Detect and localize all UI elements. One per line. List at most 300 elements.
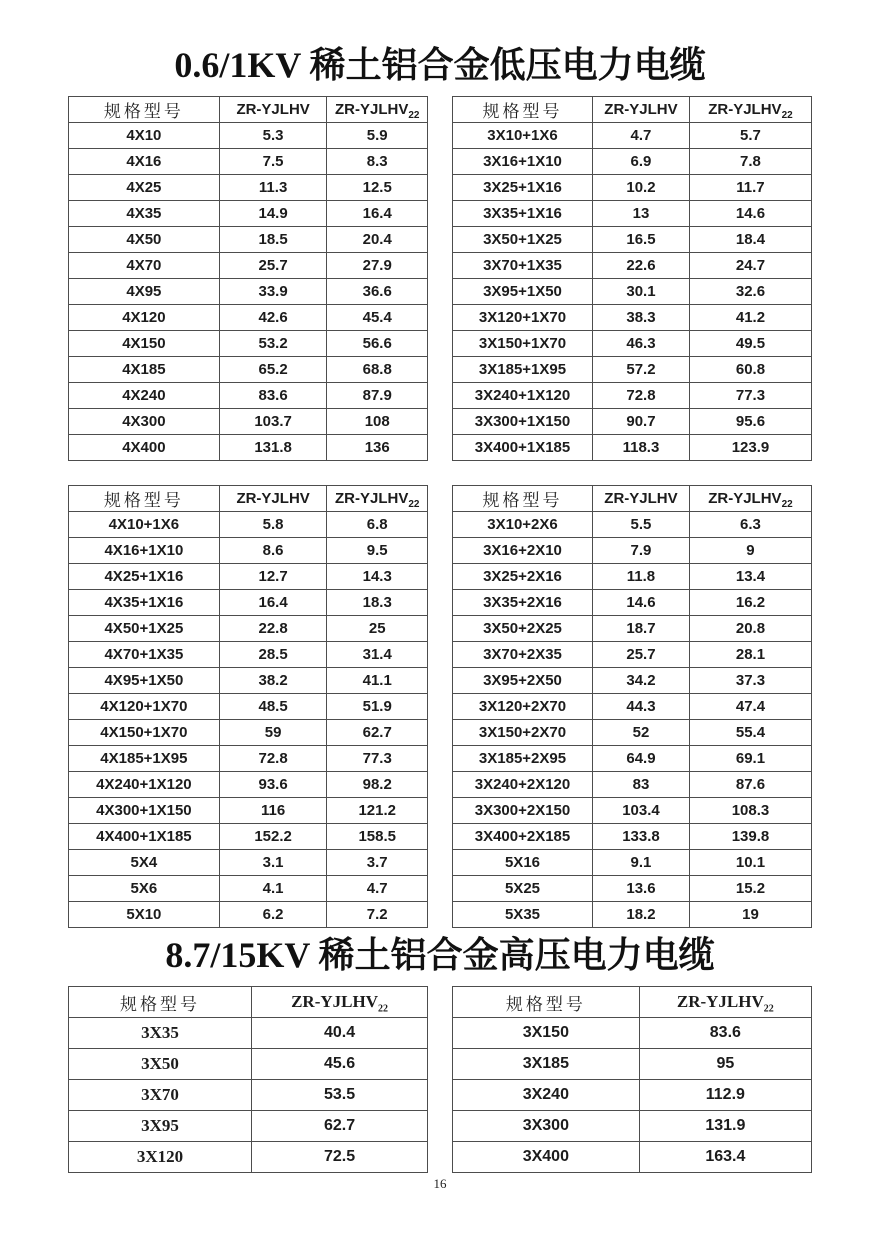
table-row (453, 668, 812, 694)
table-row (453, 175, 812, 201)
diameter-value-cell: 5.9 (327, 123, 428, 149)
spec-cell: 3X95+1X50 (453, 279, 593, 305)
spec-cell: 3X35+2X16 (453, 590, 593, 616)
table-lv-3plus2 (452, 485, 812, 928)
spec-cell: 4X120+1X70 (69, 694, 220, 720)
spec-cell: 3X400 (453, 1142, 640, 1173)
diameter-value-cell: 44.3 (593, 694, 690, 720)
diameter-value-cell: 6.2 (219, 902, 327, 928)
diameter-value-cell: 72.8 (219, 746, 327, 772)
table-row (69, 512, 428, 538)
diameter-value-cell: 38.2 (219, 668, 327, 694)
diameter-value-cell: 8.3 (327, 149, 428, 175)
diameter-value-cell: 90.7 (593, 409, 690, 435)
table-row (453, 772, 812, 798)
table-row (69, 1080, 428, 1111)
table-row (69, 149, 428, 175)
table-row (69, 1111, 428, 1142)
diameter-value-cell: 95 (639, 1049, 811, 1080)
spec-cell: 4X50+1X25 (69, 616, 220, 642)
spec-cell: 4X240+1X120 (69, 772, 220, 798)
spec-cell: 3X70+1X35 (453, 253, 593, 279)
table-row (69, 201, 428, 227)
spec-cell: 3X300 (453, 1111, 640, 1142)
diameter-value-cell: 48.5 (219, 694, 327, 720)
spec-cell: 3X16+1X10 (453, 149, 593, 175)
spec-cell: 3X240+1X120 (453, 383, 593, 409)
diameter-value-cell: 16.4 (219, 590, 327, 616)
table-row (453, 305, 812, 331)
spec-cell: 3X25+2X16 (453, 564, 593, 590)
spec-cell: 3X95+2X50 (453, 668, 593, 694)
model-subscript: 22 (781, 110, 793, 122)
model-subscript: 22 (408, 499, 420, 511)
table-row (69, 746, 428, 772)
spec-column-header: 规格型号 (69, 486, 220, 512)
diameter-value-cell: 136 (327, 435, 428, 461)
spec-cell: 3X35+1X16 (453, 201, 593, 227)
model-subscript: 22 (377, 1003, 388, 1015)
hv-section-title: 8.7/15KV 稀土铝合金高压电力电缆 (165, 935, 715, 976)
diameter-value-cell: 6.3 (689, 512, 811, 538)
lv-section-title: 0.6/1KV 稀土铝合金低压电力电缆 (174, 45, 706, 85)
diameter-value-cell: 116 (219, 798, 327, 824)
diameter-value-cell: 60.8 (689, 357, 811, 383)
spec-cell: 4X35 (69, 201, 220, 227)
table-row (453, 694, 812, 720)
diameter-value-cell: 163.4 (639, 1142, 811, 1173)
spec-cell: 5X25 (453, 876, 593, 902)
diameter-value-cell: 16.5 (593, 227, 690, 253)
table-row (69, 435, 428, 461)
spec-cell: 3X240 (453, 1080, 640, 1111)
model-subscript: 22 (763, 1003, 774, 1015)
diameter-value-cell: 108.3 (689, 798, 811, 824)
table-row (453, 1018, 812, 1049)
table-row (453, 538, 812, 564)
diameter-value-cell: 4.7 (593, 123, 690, 149)
diameter-value-cell: 5.8 (219, 512, 327, 538)
diameter-value-cell: 11.7 (689, 175, 811, 201)
table-row (453, 357, 812, 383)
spec-column-header: 规格型号 (69, 987, 252, 1018)
diameter-value-cell: 31.4 (327, 642, 428, 668)
spec-cell: 4X95+1X50 (69, 668, 220, 694)
diameter-value-cell: 49.5 (689, 331, 811, 357)
diameter-value-cell: 27.9 (327, 253, 428, 279)
diameter-value-cell: 13 (593, 201, 690, 227)
spec-cell: 4X10 (69, 123, 220, 149)
zr-yjlhv-column-header: ZR-YJLHV (219, 486, 327, 512)
spec-cell: 5X10 (69, 902, 220, 928)
table-row (453, 279, 812, 305)
spec-cell: 3X150+2X70 (453, 720, 593, 746)
diameter-value-cell: 28.1 (689, 642, 811, 668)
spec-cell: 3X10+2X6 (453, 512, 593, 538)
spec-cell: 3X185+2X95 (453, 746, 593, 772)
diameter-value-cell: 65.2 (219, 357, 327, 383)
diameter-value-cell: 112.9 (639, 1080, 811, 1111)
diameter-value-cell: 40.4 (252, 1018, 428, 1049)
table-row (69, 720, 428, 746)
spec-cell: 3X16+2X10 (453, 538, 593, 564)
table-row (453, 123, 812, 149)
diameter-value-cell: 98.2 (327, 772, 428, 798)
zr-yjlhv22-column-header (327, 97, 428, 123)
spec-cell: 3X50 (69, 1049, 252, 1080)
diameter-value-cell: 24.7 (689, 253, 811, 279)
diameter-value-cell: 4.7 (327, 876, 428, 902)
spec-cell: 4X10+1X6 (69, 512, 220, 538)
zr-yjlhv22-column-header (639, 987, 811, 1018)
diameter-value-cell: 5.3 (219, 123, 327, 149)
table-row (69, 227, 428, 253)
spec-cell: 5X4 (69, 850, 220, 876)
table-row (69, 590, 428, 616)
spec-cell: 3X400+2X185 (453, 824, 593, 850)
diameter-value-cell: 37.3 (689, 668, 811, 694)
table-row (453, 642, 812, 668)
table-lv-4plus1 (68, 485, 428, 928)
diameter-value-cell: 77.3 (327, 746, 428, 772)
diameter-value-cell: 42.6 (219, 305, 327, 331)
diameter-value-cell: 18.7 (593, 616, 690, 642)
table-row (453, 798, 812, 824)
spec-cell: 3X120+1X70 (453, 305, 593, 331)
diameter-value-cell: 139.8 (689, 824, 811, 850)
diameter-value-cell: 11.3 (219, 175, 327, 201)
table-row (69, 616, 428, 642)
page-number: 16 (433, 1176, 447, 1192)
table-row (453, 720, 812, 746)
diameter-value-cell: 4.1 (219, 876, 327, 902)
table-row (69, 175, 428, 201)
diameter-value-cell: 53.2 (219, 331, 327, 357)
diameter-value-cell: 25 (327, 616, 428, 642)
zr-yjlhv-column-header: ZR-YJLHV (593, 97, 690, 123)
diameter-value-cell: 103.7 (219, 409, 327, 435)
model-base-label: ZR-YJLHV (334, 101, 409, 119)
spec-cell: 3X25+1X16 (453, 175, 593, 201)
diameter-value-cell: 28.5 (219, 642, 327, 668)
diameter-value-cell: 7.9 (593, 538, 690, 564)
table-hv-left (68, 986, 428, 1173)
spec-cell: 3X400+1X185 (453, 435, 593, 461)
diameter-value-cell: 30.1 (593, 279, 690, 305)
diameter-value-cell: 77.3 (689, 383, 811, 409)
spec-cell: 4X16 (69, 149, 220, 175)
table-row (453, 331, 812, 357)
spec-cell: 4X150 (69, 331, 220, 357)
table-row (69, 694, 428, 720)
diameter-value-cell: 6.9 (593, 149, 690, 175)
diameter-value-cell: 5.7 (689, 123, 811, 149)
table-row (69, 538, 428, 564)
spec-cell: 4X240 (69, 383, 220, 409)
diameter-value-cell: 34.2 (593, 668, 690, 694)
spec-cell: 4X25 (69, 175, 220, 201)
table-row (69, 824, 428, 850)
table-row (69, 902, 428, 928)
spec-cell: 4X70 (69, 253, 220, 279)
spec-cell: 4X300 (69, 409, 220, 435)
diameter-value-cell: 22.8 (219, 616, 327, 642)
zr-yjlhv-column-header: ZR-YJLHV (219, 97, 327, 123)
lv-section2-tables (68, 485, 812, 928)
zr-yjlhv22-column-header (689, 97, 811, 123)
zr-yjlhv22-column-header (689, 486, 811, 512)
diameter-value-cell: 16.4 (327, 201, 428, 227)
spec-cell: 3X300+2X150 (453, 798, 593, 824)
diameter-value-cell: 14.6 (593, 590, 690, 616)
spec-cell: 5X16 (453, 850, 593, 876)
model-base-label: ZR-YJLHV (334, 490, 409, 508)
diameter-value-cell: 41.2 (689, 305, 811, 331)
spec-cell: 4X25+1X16 (69, 564, 220, 590)
table-row (453, 876, 812, 902)
diameter-value-cell: 14.3 (327, 564, 428, 590)
spec-cell: 4X400 (69, 435, 220, 461)
diameter-value-cell: 87.9 (327, 383, 428, 409)
table-row (453, 1111, 812, 1142)
diameter-value-cell: 10.1 (689, 850, 811, 876)
diameter-value-cell: 103.4 (593, 798, 690, 824)
diameter-value-cell: 33.9 (219, 279, 327, 305)
diameter-value-cell: 12.5 (327, 175, 428, 201)
spec-cell: 3X50+2X25 (453, 616, 593, 642)
spec-cell: 3X150+1X70 (453, 331, 593, 357)
table-row (453, 1049, 812, 1080)
spec-cell: 3X185 (453, 1049, 640, 1080)
table-lv-4core (68, 96, 428, 461)
table-hv-right (452, 986, 812, 1173)
diameter-value-cell: 14.9 (219, 201, 327, 227)
diameter-value-cell: 20.4 (327, 227, 428, 253)
spec-cell: 4X400+1X185 (69, 824, 220, 850)
table-row (69, 1018, 428, 1049)
spec-cell: 4X150+1X70 (69, 720, 220, 746)
table-row (453, 1142, 812, 1173)
diameter-value-cell: 8.6 (219, 538, 327, 564)
diameter-value-cell: 18.3 (327, 590, 428, 616)
diameter-value-cell: 83 (593, 772, 690, 798)
diameter-value-cell: 12.7 (219, 564, 327, 590)
table-row (453, 227, 812, 253)
diameter-value-cell: 32.6 (689, 279, 811, 305)
diameter-value-cell: 158.5 (327, 824, 428, 850)
table-lv-3plus1 (452, 96, 812, 461)
diameter-value-cell: 15.2 (689, 876, 811, 902)
diameter-value-cell: 45.4 (327, 305, 428, 331)
table-row (69, 331, 428, 357)
diameter-value-cell: 41.1 (327, 668, 428, 694)
table-row (69, 305, 428, 331)
spec-cell: 4X185+1X95 (69, 746, 220, 772)
diameter-value-cell: 10.2 (593, 175, 690, 201)
zr-yjlhv-column-header: ZR-YJLHV (593, 486, 690, 512)
diameter-value-cell: 6.8 (327, 512, 428, 538)
table-header-row (69, 97, 428, 123)
table-row (69, 850, 428, 876)
table-row (453, 564, 812, 590)
diameter-value-cell: 36.6 (327, 279, 428, 305)
spec-cell: 5X35 (453, 902, 593, 928)
model-base-label: ZR-YJLHV (676, 992, 764, 1012)
table-row (453, 253, 812, 279)
table-row (69, 1142, 428, 1173)
diameter-value-cell: 18.2 (593, 902, 690, 928)
spec-cell: 3X50+1X25 (453, 227, 593, 253)
table-row (69, 642, 428, 668)
diameter-value-cell: 56.6 (327, 331, 428, 357)
spec-cell: 4X120 (69, 305, 220, 331)
diameter-value-cell: 133.8 (593, 824, 690, 850)
table-row (69, 279, 428, 305)
diameter-value-cell: 3.7 (327, 850, 428, 876)
spec-cell: 4X70+1X35 (69, 642, 220, 668)
diameter-value-cell: 22.6 (593, 253, 690, 279)
diameter-value-cell: 55.4 (689, 720, 811, 746)
spec-cell: 3X120+2X70 (453, 694, 593, 720)
model-base-label: ZR-YJLHV (708, 101, 782, 119)
zr-yjlhv22-column-header (327, 486, 428, 512)
table-row (453, 1080, 812, 1111)
table-row (453, 383, 812, 409)
diameter-value-cell: 95.6 (689, 409, 811, 435)
diameter-value-cell: 64.9 (593, 746, 690, 772)
diameter-value-cell: 131.9 (639, 1111, 811, 1142)
table-row (69, 1049, 428, 1080)
diameter-value-cell: 118.3 (593, 435, 690, 461)
diameter-value-cell: 131.8 (219, 435, 327, 461)
diameter-value-cell: 25.7 (593, 642, 690, 668)
diameter-value-cell: 123.9 (689, 435, 811, 461)
diameter-value-cell: 52 (593, 720, 690, 746)
spec-cell: 3X300+1X150 (453, 409, 593, 435)
diameter-value-cell: 7.8 (689, 149, 811, 175)
table-row (453, 435, 812, 461)
diameter-value-cell: 25.7 (219, 253, 327, 279)
diameter-value-cell: 57.2 (593, 357, 690, 383)
model-subscript: 22 (408, 110, 420, 122)
table-row (453, 824, 812, 850)
table-row (453, 201, 812, 227)
lv-section1-tables (68, 96, 812, 461)
table-row (69, 123, 428, 149)
diameter-value-cell: 72.5 (252, 1142, 428, 1173)
spec-column-header: 规格型号 (453, 987, 640, 1018)
diameter-value-cell: 20.8 (689, 616, 811, 642)
table-row (69, 876, 428, 902)
diameter-value-cell: 59 (219, 720, 327, 746)
table-header-row (453, 486, 812, 512)
table-row (69, 798, 428, 824)
spec-cell: 4X16+1X10 (69, 538, 220, 564)
spec-cell: 3X240+2X120 (453, 772, 593, 798)
hv-section-tables (68, 986, 812, 1173)
diameter-value-cell: 19 (689, 902, 811, 928)
spec-cell: 5X6 (69, 876, 220, 902)
table-row (453, 512, 812, 538)
table-row (69, 357, 428, 383)
spec-cell: 4X300+1X150 (69, 798, 220, 824)
diameter-value-cell: 51.9 (327, 694, 428, 720)
spec-cell: 3X70+2X35 (453, 642, 593, 668)
diameter-value-cell: 45.6 (252, 1049, 428, 1080)
table-row (453, 409, 812, 435)
spec-column-header: 规格型号 (69, 97, 220, 123)
diameter-value-cell: 62.7 (327, 720, 428, 746)
table-row (69, 409, 428, 435)
diameter-value-cell: 9.1 (593, 850, 690, 876)
diameter-value-cell: 11.8 (593, 564, 690, 590)
spec-cell: 3X185+1X95 (453, 357, 593, 383)
spec-column-header: 规格型号 (453, 486, 593, 512)
diameter-value-cell: 108 (327, 409, 428, 435)
model-base-label: ZR-YJLHV (291, 992, 378, 1012)
table-row (453, 746, 812, 772)
diameter-value-cell: 5.5 (593, 512, 690, 538)
diameter-value-cell: 13.6 (593, 876, 690, 902)
diameter-value-cell: 53.5 (252, 1080, 428, 1111)
diameter-value-cell: 87.6 (689, 772, 811, 798)
spec-cell: 3X95 (69, 1111, 252, 1142)
diameter-value-cell: 47.4 (689, 694, 811, 720)
table-row (453, 850, 812, 876)
diameter-value-cell: 83.6 (639, 1018, 811, 1049)
diameter-value-cell: 62.7 (252, 1111, 428, 1142)
table-row (69, 383, 428, 409)
table-row (69, 564, 428, 590)
table-header-row (69, 486, 428, 512)
table-row (69, 668, 428, 694)
diameter-value-cell: 9 (689, 538, 811, 564)
spec-cell: 3X150 (453, 1018, 640, 1049)
diameter-value-cell: 83.6 (219, 383, 327, 409)
table-row (453, 590, 812, 616)
zr-yjlhv22-column-header (252, 987, 428, 1018)
diameter-value-cell: 69.1 (689, 746, 811, 772)
model-base-label: ZR-YJLHV (708, 490, 782, 508)
diameter-value-cell: 3.1 (219, 850, 327, 876)
table-header-row (69, 987, 428, 1018)
diameter-value-cell: 72.8 (593, 383, 690, 409)
table-row (453, 149, 812, 175)
diameter-value-cell: 18.5 (219, 227, 327, 253)
diameter-value-cell: 121.2 (327, 798, 428, 824)
spec-cell: 3X70 (69, 1080, 252, 1111)
diameter-value-cell: 93.6 (219, 772, 327, 798)
diameter-value-cell: 18.4 (689, 227, 811, 253)
model-subscript: 22 (781, 499, 793, 511)
table-row (69, 253, 428, 279)
spec-column-header: 规格型号 (453, 97, 593, 123)
diameter-value-cell: 9.5 (327, 538, 428, 564)
spec-cell: 4X35+1X16 (69, 590, 220, 616)
table-row (453, 616, 812, 642)
spec-cell: 3X120 (69, 1142, 252, 1173)
diameter-value-cell: 7.2 (327, 902, 428, 928)
spec-cell: 4X50 (69, 227, 220, 253)
diameter-value-cell: 16.2 (689, 590, 811, 616)
table-row (453, 902, 812, 928)
diameter-value-cell: 14.6 (689, 201, 811, 227)
diameter-value-cell: 13.4 (689, 564, 811, 590)
diameter-value-cell: 7.5 (219, 149, 327, 175)
table-row (69, 772, 428, 798)
diameter-value-cell: 68.8 (327, 357, 428, 383)
spec-cell: 3X10+1X6 (453, 123, 593, 149)
